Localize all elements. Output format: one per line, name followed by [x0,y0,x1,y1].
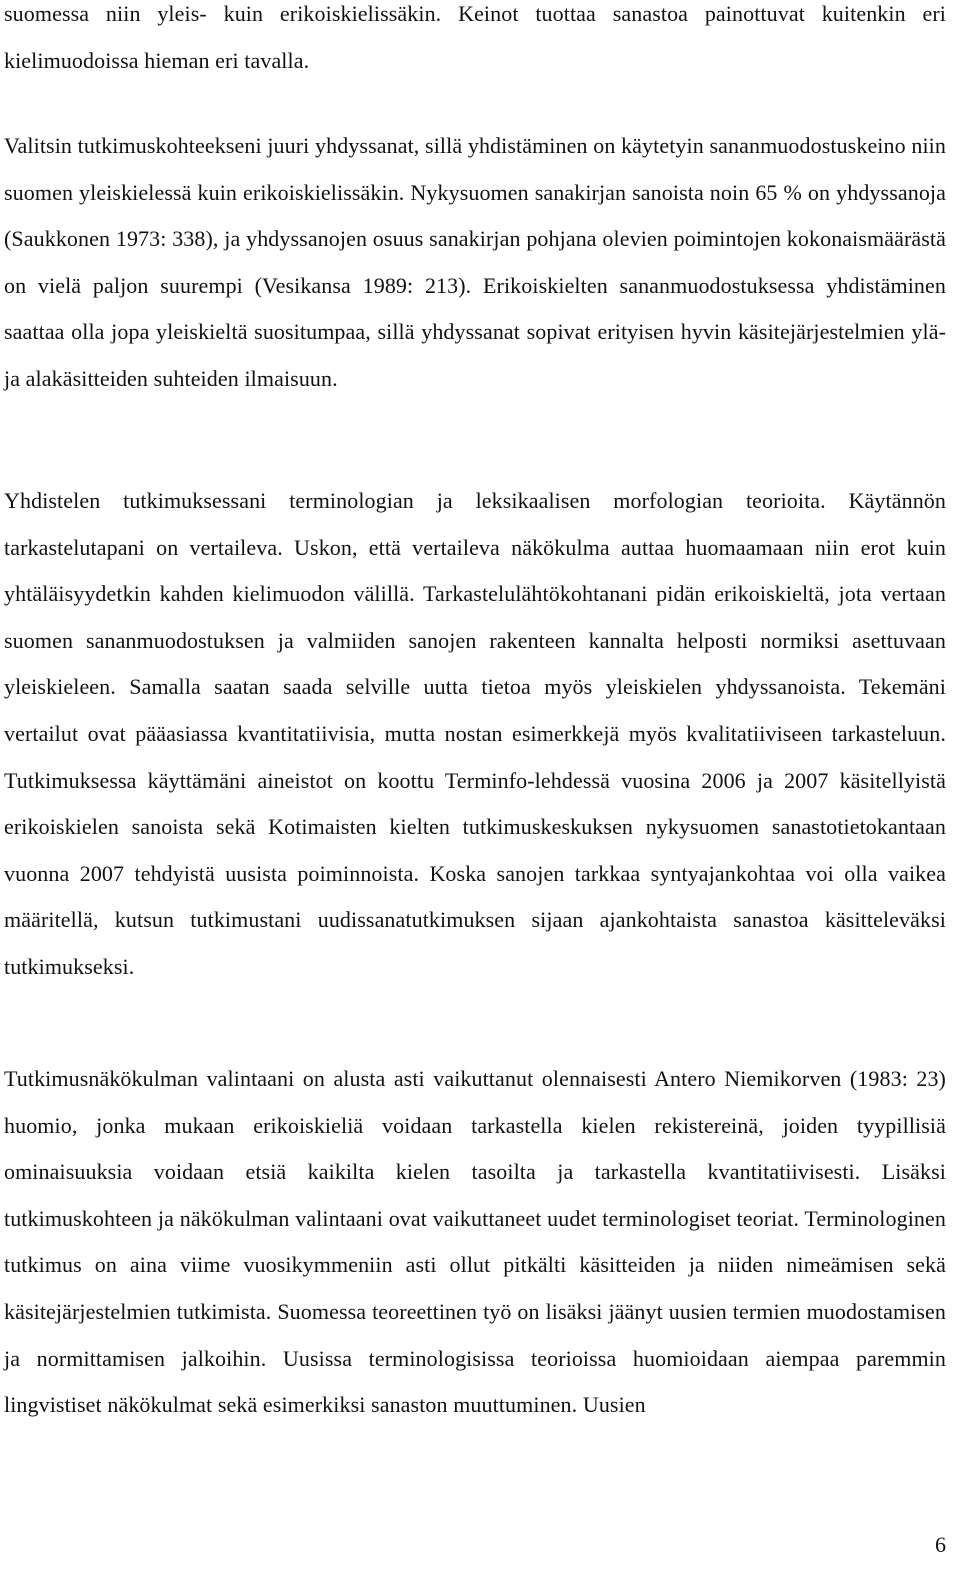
paragraph-2: Valitsin tutkimuskohteekseni juuri yhdyssanat, sillä yhdistäminen on käytetyin sananmuodostuskeino niin suomen yleiskielessä kuin erikoiskielissäkin. Nykysuomen sanakirjan sanoista noin 65 % on yhdyssanoja (Saukkonen 1973: 338), ja yhdyssanojen osuus sanakirjan pohjana olevien poimintojen kokonaismäärästä on vielä paljon suurempi (Vesikansa 1989: 213). Erikoiskielten sananmuodostuksessa yhdistäminen saattaa olla jopa yleiskieltä suositumpaa, sillä yhdyssanat sopivat erityisen hyvin käsitejärjestelmien ylä- ja alakäsitteiden suhteiden ilmaisuun. [4,133,946,391]
page-number: 6 [935,1532,946,1557]
paragraph-4: Tutkimusnäkökulman valintaani on alusta asti vaikuttanut olennaisesti Antero Niemikorven (1983: 23) huomio, jonka mukaan erikoiskieliä voidaan tarkastella kielen rekistereinä, joiden tyypillisiä ominaisuuksia voidaan etsiä kaikilta kielen tasoilta ja tarkastella kvantitatiivisesti. Lisäksi tutkimuskohteen ja näkökulman valintaani ovat vaikuttaneet uudet terminologiset teoriat. Terminologinen tutkimus on aina viime vuosikymmeniin asti ollut pitkälti käsitteiden ja niiden nimeämisen sekä käsitejärjestelmien tutkimista. Suomessa teoreettinen työ on lisäksi jäänyt uusien termien muodostamisen ja normittamisen jalkoihin. Uusissa terminologisissa teorioissa huomioidaan aiempaa paremmin lingvistiset näkökulmat sekä esimerkiksi sanaston muuttuminen. Uusien [4,1066,946,1418]
paragraph-1: suomessa niin yleis- kuin erikoiskielissäkin. Keinot tuottaa sanastoa painottuvat kuitenkin eri kielimuodoissa hieman eri tavalla. [4,1,946,73]
paragraph-3: Yhdistelen tutkimuksessani terminologian ja leksikaalisen morfologian teorioita. Käytännön tarkastelutapani on vertaileva. Uskon, että vertaileva näkökulma auttaa huomaamaan niin erot kuin yhtäläisyydetkin kahden kielimuodon välillä. Tarkastelulähtökohtanani pidän erikoiskieltä, jota vertaan suomen sananmuodostuksen ja valmiiden sanojen rakenteen kannalta helposti normiksi asettuvaan yleiskieleen. Samalla saatan saada selville uutta tietoa myös yleiskielen yhdyssanoista. Tekemäni vertailut ovat pääasiassa kvantitatiivisia, mutta nostan esimerkkejä myös kvalitatiiviseen tarkasteluun. Tutkimuksessa käyttämäni aineistot on koottu Terminfo-lehdessä vuosina 2006 ja 2007 käsitellyistä erikoiskielen sanoista sekä Kotimaisten kielten tutkimuskeskuksen nykysuomen sanastotietokantaan vuonna 2007 tehdyistä uusista poiminnoista. Koska sanojen tarkkaa syntyajankohtaa voi olla vaikea määritellä, kutsun tutkimustani uudissanatutkimuksen sijaan ajankohtaista sanastoa käsitteleväksi tutkimukseksi. [4,488,946,979]
